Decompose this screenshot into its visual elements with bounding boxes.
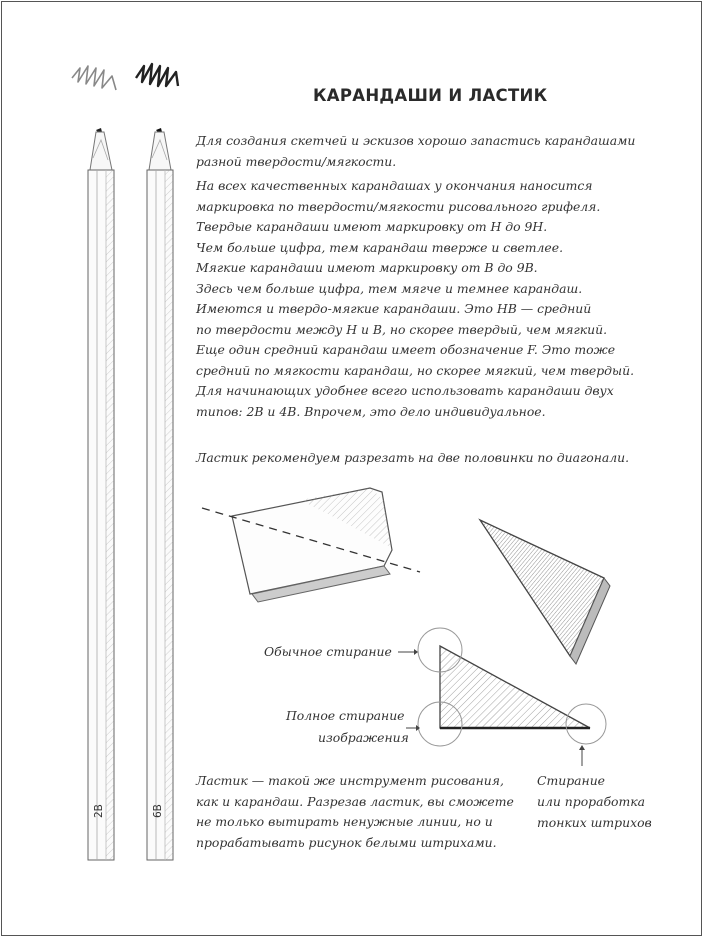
label-fine-line1: Стирание [537,773,606,788]
body-paragraph [196,176,666,422]
text-line: Мягкие карандаши имеют маркировку от В до 9В. [196,260,538,275]
pencil-2b [88,128,114,860]
pencil-6b-label: 6B [152,804,164,818]
label-fine-line2: или проработка [537,794,646,809]
eraser-rectangle [202,488,420,602]
text-line: Чем больше цифра, тем карандаш тверже и светлее. [196,239,564,255]
text-line: не только вытирать ненужные линии, но и [196,814,493,829]
label-fine-line3: тонких штрихов [537,815,652,830]
pencil-6b [147,128,173,860]
pencil-2b-label: 2B [93,804,105,818]
pencil-scribble-light [72,66,116,90]
text-line: Еще один средний карандаш имеет обозначение F. Это тоже [196,342,616,357]
text-line: Здесь чем больше цифра, тем мягче и темнее карандаш. [196,280,583,296]
eraser-paragraph [196,448,666,469]
text-line: Твердые карандаши имеют маркировку от Н до 9Н. [196,219,548,234]
text-line: разной твердости/мягкости. [196,153,397,169]
text-line: Имеются и твердо-мягкие карандаши. Это НВ — средний [196,301,592,316]
text-line: типов: 2В и 4В. Впрочем, это дело индивидуальное. [196,403,546,419]
text-line: средний по мягкости карандаш, но скорее мягкий, чем твердый. [196,362,635,378]
text-line: Для начинающих удобнее всего использовать карандаши двух [196,383,614,398]
text-line: Ластик рекомендуем разрезать на две половинки по диагонали. [196,450,630,465]
text-line: как и карандаш. Разрезав ластик, вы сможете [196,793,514,809]
text-line: На всех качественных карандашах у окончания наносится [196,178,593,193]
label-normal-erase: Обычное стирание [264,644,392,659]
bottom-paragraph [196,771,526,853]
text-line: прорабатывать рисунок белыми штрихами. [196,834,497,850]
label-full-erase-line1: Полное стирание [286,708,405,723]
text-line: Для создания скетчей и эскизов хорошо запастись карандашами [196,133,636,148]
label-full-erase-line2: изображения [318,730,409,745]
pencil-scribble-dark [136,64,178,86]
text-line: маркировка по твердости/мягкости рисовального грифеля. [196,198,601,214]
text-line: Ластик — такой же инструмент рисования, [196,773,504,788]
intro-paragraph [196,131,666,172]
text-line: по твердости между Н и В, но скорее твердый, чем мягкий. [196,321,608,337]
eraser-triangle [480,520,610,664]
page-title: КАРАНДАШИ И ЛАСТИК [313,86,548,105]
